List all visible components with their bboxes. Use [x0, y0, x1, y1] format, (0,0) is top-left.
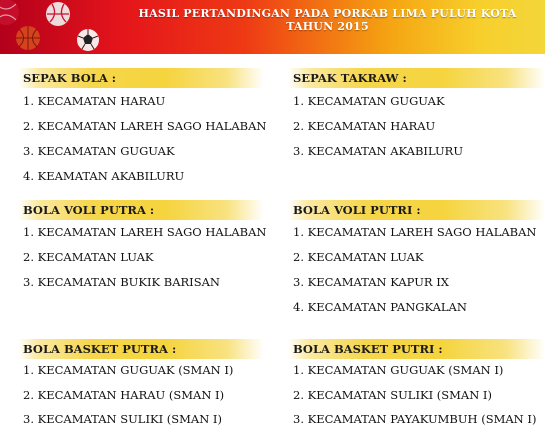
result-item: 1. KECAMATAN GUGUAK (SMAN I) — [23, 363, 234, 377]
result-item: 2. KECAMATAN LUAK — [23, 250, 154, 264]
result-item: 3. KECAMATAN AKABILURU — [293, 144, 464, 158]
result-item: 1. KECAMATAN GUGUAK — [293, 94, 445, 108]
result-item: 3. KECAMATAN GUGUAK — [23, 144, 175, 158]
section-heading-bola-basket-putra: BOLA BASKET PUTRA : — [18, 339, 264, 359]
result-item: 2. KECAMATAN HARAU (SMAN I) — [23, 388, 225, 402]
result-item: 2. KECAMATAN SULIKI (SMAN I) — [293, 388, 492, 402]
result-item: 3. KECAMATAN SULIKI (SMAN I) — [23, 412, 222, 426]
result-item: 2. KECAMATAN LAREH SAGO HALABAN — [23, 119, 267, 133]
section-heading-bola-voli-putri: BOLA VOLI PUTRI : — [288, 200, 545, 220]
section-heading-bola-voli-putra: BOLA VOLI PUTRA : — [18, 200, 264, 220]
result-item: 2. KECAMATAN LUAK — [293, 250, 424, 264]
banner-title-line-2: TAHUN 2015 — [286, 20, 369, 33]
result-item: 3. KECAMATAN BUKIK BARISAN — [23, 275, 220, 289]
result-item: 1. KECAMATAN GUGUAK (SMAN I) — [293, 363, 504, 377]
result-item: 1. KECAMATAN LAREH SAGO HALABAN — [23, 225, 267, 239]
banner-title — [110, 7, 545, 33]
header-banner — [0, 0, 545, 54]
result-item: 1. KECAMATAN HARAU — [23, 94, 166, 108]
banner-title-line-1: HASIL PERTANDINGAN PADA PORKAB LIMA PULUH KOTA — [138, 7, 517, 20]
result-item: 3. KECAMATAN KAPUR IX — [293, 275, 449, 289]
result-item: 4. KEAMATAN AKABILURU — [23, 169, 185, 183]
result-item: 1. KECAMATAN LAREH SAGO HALABAN — [293, 225, 537, 239]
sports-balls-icon — [0, 0, 110, 54]
section-heading-sepak-bola: SEPAK BOLA : — [18, 68, 264, 88]
section-heading-bola-basket-putri: BOLA BASKET PUTRI : — [288, 339, 545, 359]
result-item: 2. KECAMATAN HARAU — [293, 119, 436, 133]
result-item: 3. KECAMATAN PAYAKUMBUH (SMAN I) — [293, 412, 537, 426]
section-heading-sepak-takraw: SEPAK TAKRAW : — [288, 68, 545, 88]
result-item: 4. KECAMATAN PANGKALAN — [293, 300, 467, 314]
